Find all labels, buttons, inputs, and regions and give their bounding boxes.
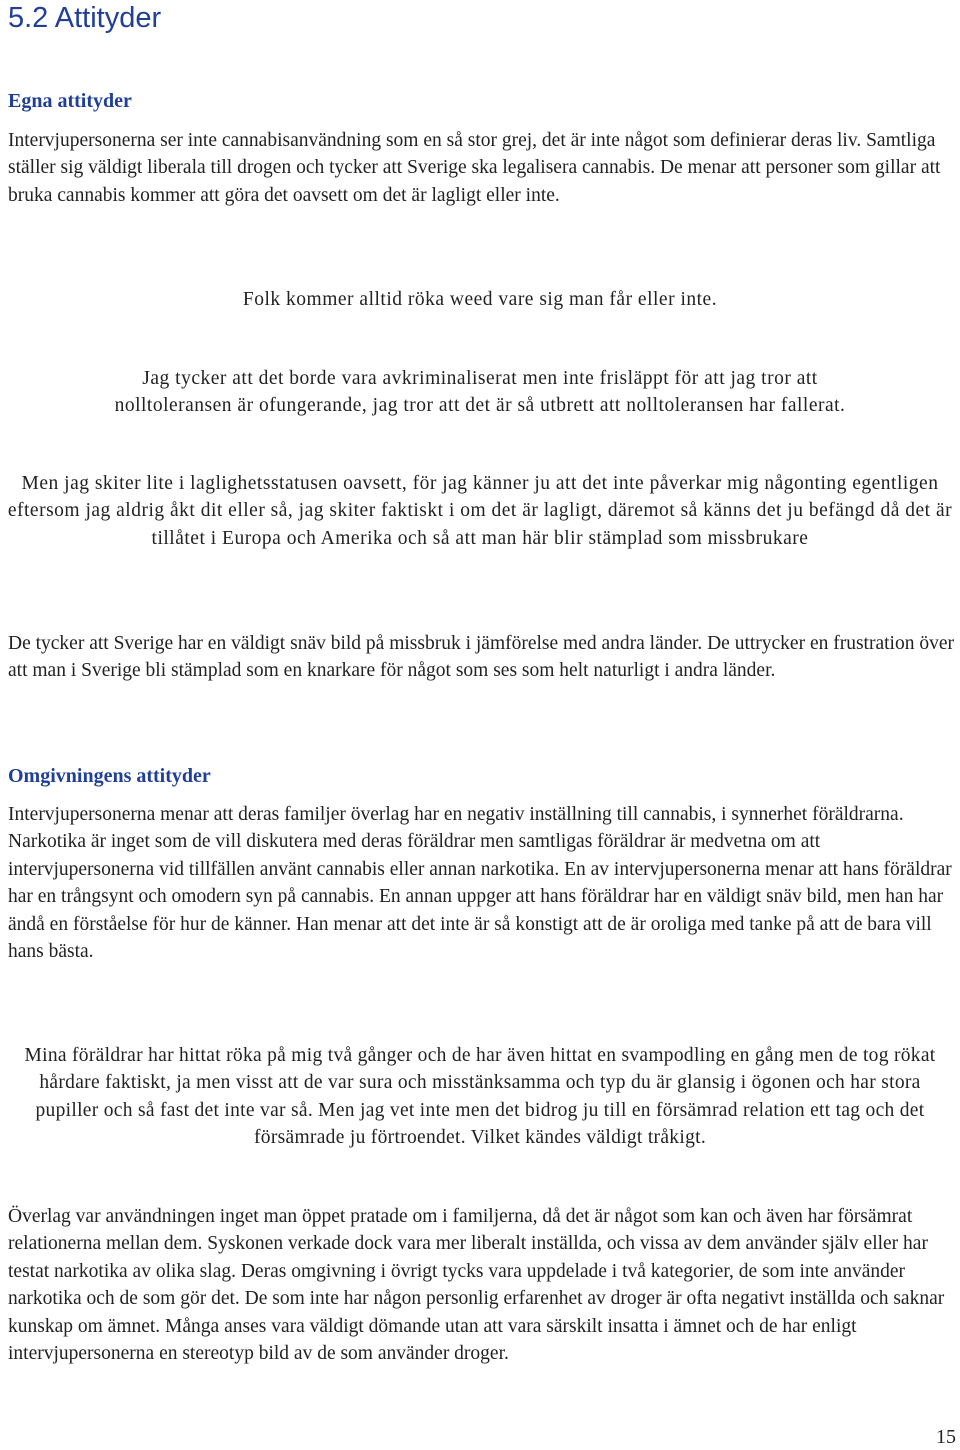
quote-foraldrar: Mina föräldrar har hittat röka på mig två gånger och de har även hittat en svampodling en gång men de tog rökat hårdare faktiskt, ja men visst att de var sura och misstänksamma och typ du är glansig i ögonen och har stora pupiller och så fast det inte var så. Men jag vet inte men det bidrog ju till en försämrad relation ett tag och det försämrade ju förtroendet. Vilket kändes väldigt tråkigt. bbox=[24, 1045, 936, 1149]
heading-egna-attityder: Egna attityder bbox=[8, 90, 132, 112]
quote-folk-kommer: Folk kommer alltid röka weed vare sig man får eller inte. bbox=[242, 289, 718, 310]
paragraph-omgivning-intro: Intervjupersonerna menar att deras familjer överlag har en negativ inställning till cannabis, i synnerhet föräldrarna. Narkotika är inget som de vill diskutera med deras föräldrar men samtligas föräldrar är medvetna om att intervjupersonerna vid tillfällen använt cannabis eller annan narkotika. En av intervjupersonerna menar att hans föräldrar har en trångsynt och omodern syn på cannabis. En annan uppger att hans föräldrar har en väldigt snäv bild, men han har ändå en förståelse för hur de känner. Han menar att det inte är så konstigt att de är oroliga med tanke på att de bara vill hans bästa. bbox=[8, 804, 952, 963]
paragraph-egna-conclusion: De tycker att Sverige har en väldigt snäv bild på missbruk i jämförelse med andra länder. De uttrycker en frustration över att man i Sverige bli stämplad som en knarkare för något som ses som helt naturligt i andra länder. bbox=[8, 633, 954, 682]
heading-omgivningens-attityder: Omgivningens attityder bbox=[8, 765, 211, 787]
paragraph-omgivning-conclusion: Överlag var användningen inget man öppet pratade om i familjerna, då det är något som kan och även har försämrat relationerna mellan dem. Syskonen verkade dock vara mer liberalt inställda, och vissa av dem använder själv eller har testat narkotika av olika slag. Deras omgivning i övrigt tycks vara uppdelade i två kategorier, de som inte använder narkotika och de som gör det. De som inte har någon personlig erfarenhet av droger är ofta negativt inställda och saknar kunskap om ämnet. Många anses vara väldigt dömande utan att vara särskilt insatta i ämnet och de har enligt intervjupersonerna en stereotyp bild av de som använder droger. bbox=[8, 1206, 945, 1365]
section-title: 5.2 Attityder bbox=[8, 2, 162, 34]
quote-avkriminaliserat: Jag tycker att det borde vara avkriminaliserat men inte frisläppt för att jag tror att nolltoleransen är ofungerande, jag tror att det är så utbrett att nolltoleransen har fallerat. bbox=[114, 368, 846, 417]
quote-laglighetsstatus: Men jag skiter lite i laglighetsstatusen oavsett, för jag känner ju att det inte påverkar mig någonting egentligen eftersom jag aldrig åkt dit eller så, jag skiter faktiskt i om det är lagligt, däremot så känns det ju befängd då det är tillåtet i Europa och Amerika och så att man här blir stämplad som missbrukare bbox=[7, 473, 953, 549]
paragraph-egna-intro: Intervjupersonerna ser inte cannabisanvändning som en så stor grej, det är inte något som definierar deras liv. Samtliga ställer sig väldigt liberala till drogen och tycker att Sverige ska legalisera cannabis. De menar att personer som gillar att bruka cannabis kommer att göra det oavsett om det är lagligt eller inte. bbox=[8, 130, 941, 206]
page-number: 15 bbox=[936, 1426, 956, 1448]
